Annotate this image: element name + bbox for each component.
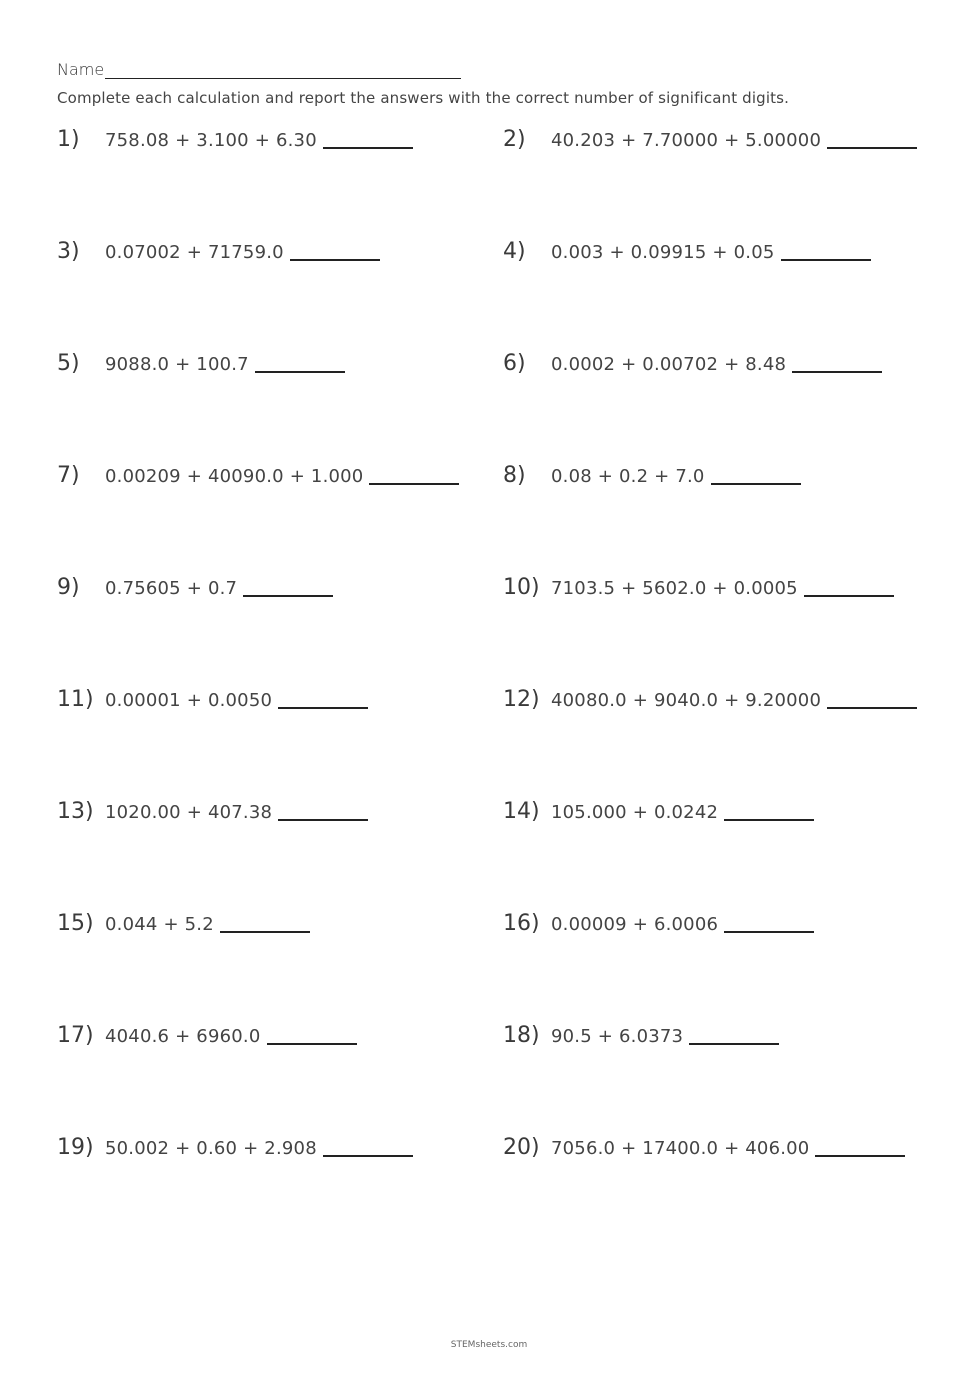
problem-expression: 0.07002 + 71759.0 [105, 242, 284, 263]
problem-4 [503, 239, 871, 264]
answer-blank[interactable] [323, 146, 413, 149]
problem-number: 18) [503, 1023, 540, 1048]
answer-blank[interactable] [827, 146, 917, 149]
instructions: Complete each calculation and report the answers with the correct number of significant digits. [57, 89, 790, 107]
problem-expression: 40.203 + 7.70000 + 5.00000 [551, 130, 822, 151]
problem-number: 14) [503, 799, 540, 824]
answer-blank[interactable] [827, 706, 917, 709]
problem-expression: 105.000 + 0.0242 [551, 802, 719, 823]
problem-expression: 50.002 + 0.60 + 2.908 [105, 1138, 317, 1159]
problem-number: 2) [503, 127, 526, 152]
problem-number: 4) [503, 239, 526, 264]
problem-expression: 758.08 + 3.100 + 6.30 [105, 130, 317, 151]
name-row [57, 60, 461, 79]
problem-expression: 1020.00 + 407.38 [105, 802, 273, 823]
problem-19 [57, 1135, 413, 1160]
problem-9 [57, 575, 333, 600]
problem-number: 3) [57, 239, 80, 264]
answer-blank[interactable] [290, 258, 380, 261]
problem-expression: 0.044 + 5.2 [105, 914, 214, 935]
name-label: Name [57, 60, 105, 79]
problem-number: 10) [503, 575, 540, 600]
problem-expression: 90.5 + 6.0373 [551, 1026, 684, 1047]
problem-number: 16) [503, 911, 540, 936]
problem-14 [503, 799, 814, 824]
problem-17 [57, 1023, 357, 1048]
problem-3 [57, 239, 380, 264]
answer-blank[interactable] [689, 1042, 779, 1045]
problem-expression: 0.003 + 0.09915 + 0.05 [551, 242, 775, 263]
problem-number: 8) [503, 463, 526, 488]
problem-expression: 40080.0 + 9040.0 + 9.20000 [551, 690, 822, 711]
answer-blank[interactable] [369, 482, 459, 485]
problem-expression: 9088.0 + 100.7 [105, 354, 249, 375]
problem-8 [503, 463, 801, 488]
problem-6 [503, 351, 882, 376]
problem-expression: 0.75605 + 0.7 [105, 578, 238, 599]
problem-expression: 0.00001 + 0.0050 [105, 690, 273, 711]
problem-number: 6) [503, 351, 526, 376]
problem-number: 13) [57, 799, 94, 824]
problem-expression: 4040.6 + 6960.0 [105, 1026, 261, 1047]
problem-expression: 7103.5 + 5602.0 + 0.0005 [551, 578, 798, 599]
problem-number: 9) [57, 575, 80, 600]
answer-blank[interactable] [711, 482, 801, 485]
answer-blank[interactable] [255, 370, 345, 373]
problem-18 [503, 1023, 779, 1048]
problem-number: 1) [57, 127, 80, 152]
answer-blank[interactable] [815, 1154, 905, 1157]
problem-13 [57, 799, 368, 824]
problem-5 [57, 351, 345, 376]
problem-number: 17) [57, 1023, 94, 1048]
answer-blank[interactable] [278, 706, 368, 709]
answer-blank[interactable] [267, 1042, 357, 1045]
answer-blank[interactable] [278, 818, 368, 821]
problem-number: 20) [503, 1135, 540, 1160]
problem-10 [503, 575, 894, 600]
problem-expression: 0.08 + 0.2 + 7.0 [551, 466, 705, 487]
answer-blank[interactable] [323, 1154, 413, 1157]
problem-expression: 7056.0 + 17400.0 + 406.00 [551, 1138, 810, 1159]
problem-20 [503, 1135, 905, 1160]
problem-1 [57, 127, 413, 152]
problem-16 [503, 911, 814, 936]
problem-number: 11) [57, 687, 94, 712]
answer-blank[interactable] [792, 370, 882, 373]
problem-12 [503, 687, 917, 712]
problem-number: 19) [57, 1135, 94, 1160]
answer-blank[interactable] [220, 930, 310, 933]
answer-blank[interactable] [804, 594, 894, 597]
answer-blank[interactable] [781, 258, 871, 261]
problem-number: 7) [57, 463, 80, 488]
problem-7 [57, 463, 459, 488]
answer-blank[interactable] [724, 818, 814, 821]
problem-expression: 0.00209 + 40090.0 + 1.000 [105, 466, 364, 487]
problem-expression: 0.0002 + 0.00702 + 8.48 [551, 354, 787, 375]
answer-blank[interactable] [724, 930, 814, 933]
problem-number: 12) [503, 687, 540, 712]
footer-credit: STEMsheets.com [450, 1340, 528, 1350]
problem-number: 5) [57, 351, 80, 376]
problem-15 [57, 911, 310, 936]
answer-blank[interactable] [243, 594, 333, 597]
problem-number: 15) [57, 911, 94, 936]
problem-2 [503, 127, 917, 152]
name-field[interactable] [105, 62, 461, 79]
problem-expression: 0.00009 + 6.0006 [551, 914, 719, 935]
problem-11 [57, 687, 368, 712]
